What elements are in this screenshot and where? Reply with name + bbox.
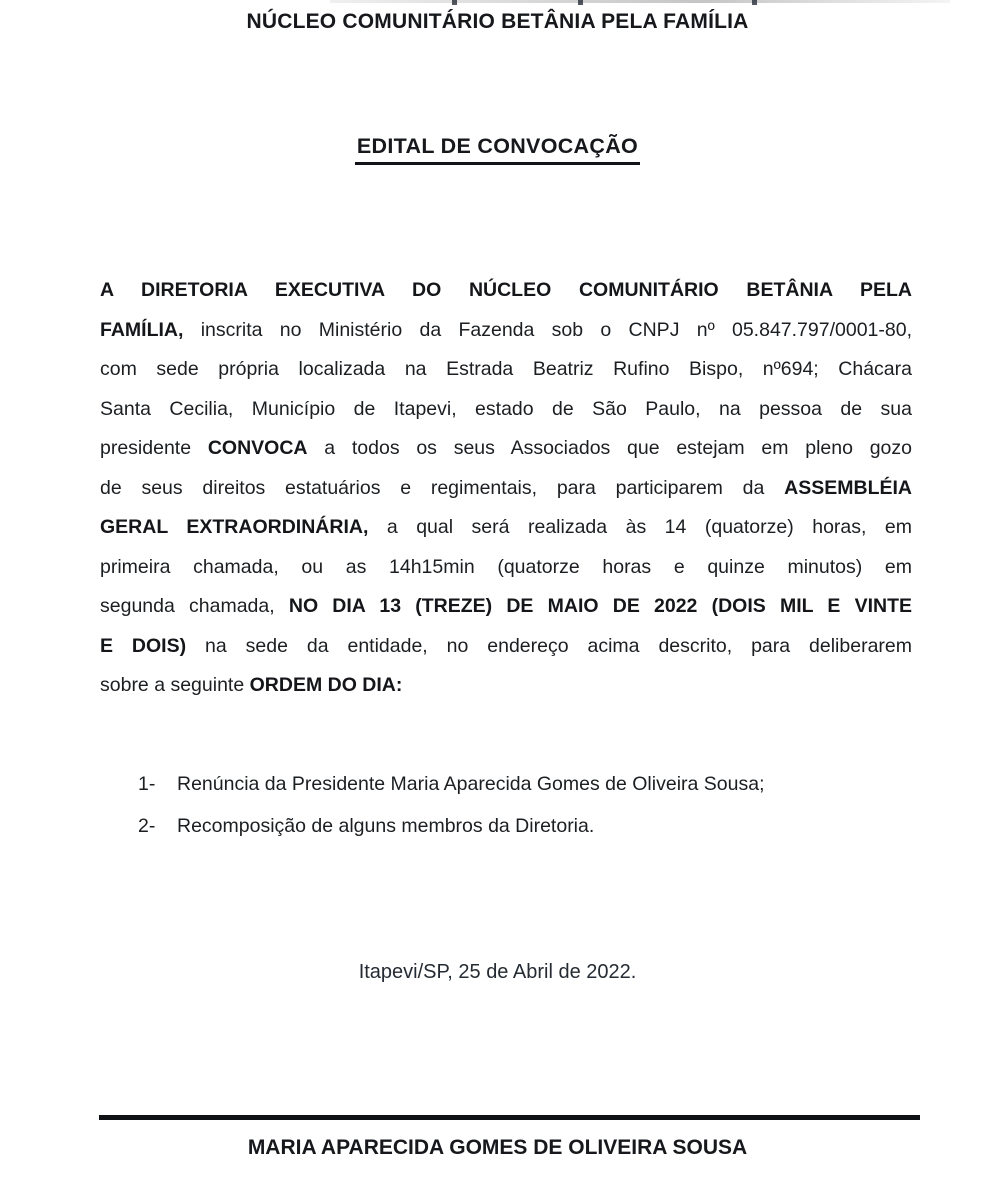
text-segment: de seus direitos estatuários e regimentais, para participarem da — [100, 476, 785, 499]
order-list-item — [138, 769, 878, 811]
organization-title: NÚCLEO COMUNITÁRIO BETÂNIA PELA FAMÍLIA — [246, 10, 749, 33]
paragraph-line — [100, 271, 912, 311]
scan-artifact-speck — [752, 0, 757, 5]
bold-text-segment: NO DIA 13 (TREZE) DE MAIO DE 2022 (DOIS MIL E VINTE — [288, 595, 912, 617]
paragraph-line — [100, 666, 912, 706]
text-segment: Santa Cecilia, Município de Itapevi, estado de São Paulo, na pessoa de sua — [100, 397, 912, 420]
paragraph-line — [100, 469, 912, 509]
text-segment: sobre a seguinte — [100, 674, 250, 696]
signature-name: MARIA APARECIDA GOMES DE OLIVEIRA SOUSA — [247, 1136, 748, 1159]
paragraph-line — [100, 548, 912, 588]
text-segment: na sede da entidade, no endereço acima descrito, para deliberarem — [186, 634, 912, 657]
text-segment: segunda chamada, — [100, 595, 289, 617]
text-segment: primeira chamada, ou as 14h15min (quatorze horas e quinze minutos) em — [100, 555, 912, 578]
text-segment: com sede própria localizada na Estrada Beatriz Rufino Bispo, nº694; Chácara — [100, 358, 912, 380]
list-item-text: Recomposição de alguns membros da Diretoria. — [177, 815, 595, 837]
paragraph-line — [100, 390, 912, 430]
paragraph-line — [100, 508, 912, 548]
scan-artifact-speck — [452, 0, 457, 5]
order-list — [138, 769, 878, 853]
bold-text-segment: FAMÍLIA, — [100, 318, 184, 341]
list-item-marker: 2- — [138, 815, 156, 837]
scan-artifact-top — [330, 0, 950, 3]
bold-text-segment: GERAL EXTRAORDINÁRIA, — [100, 516, 369, 538]
paragraph-line — [100, 350, 912, 390]
paragraph-line — [100, 429, 912, 469]
paragraph-line — [100, 587, 912, 627]
text-segment: inscrita no Ministério da Fazenda sob o CNPJ nº 05.847.797/0001-80, — [183, 318, 912, 341]
text-segment: a qual será realizada às 14 (quatorze) horas, em — [368, 516, 912, 538]
body-paragraph — [100, 271, 912, 706]
scan-artifact-speck — [578, 0, 583, 5]
document-heading: EDITAL DE CONVOCAÇÃO — [355, 134, 640, 165]
date-line: Itapevi/SP, 25 de Abril de 2022. — [358, 961, 637, 983]
list-item-text: Renúncia da Presidente Maria Aparecida Gomes de Oliveira Sousa; — [177, 773, 765, 795]
bold-text-segment: CONVOCA — [207, 437, 308, 459]
document-heading-wrap — [0, 134, 995, 165]
bold-text-segment: ASSEMBLÉIA — [784, 476, 912, 499]
paragraph-line — [100, 627, 912, 667]
order-list-item — [138, 811, 878, 853]
signature-line — [99, 1115, 920, 1120]
text-segment: presidente — [100, 437, 208, 459]
bold-text-segment: E DOIS) — [100, 634, 187, 657]
bold-text-segment: A DIRETORIA EXECUTIVA DO NÚCLEO COMUNITÁRIO BETÂNIA PELA — [100, 279, 912, 301]
bold-text-segment: ORDEM DO DIA: — [249, 674, 403, 696]
paragraph-line — [100, 311, 912, 351]
text-segment: a todos os seus Associados que estejam em pleno gozo — [307, 437, 912, 459]
list-item-marker: 1- — [138, 773, 156, 795]
